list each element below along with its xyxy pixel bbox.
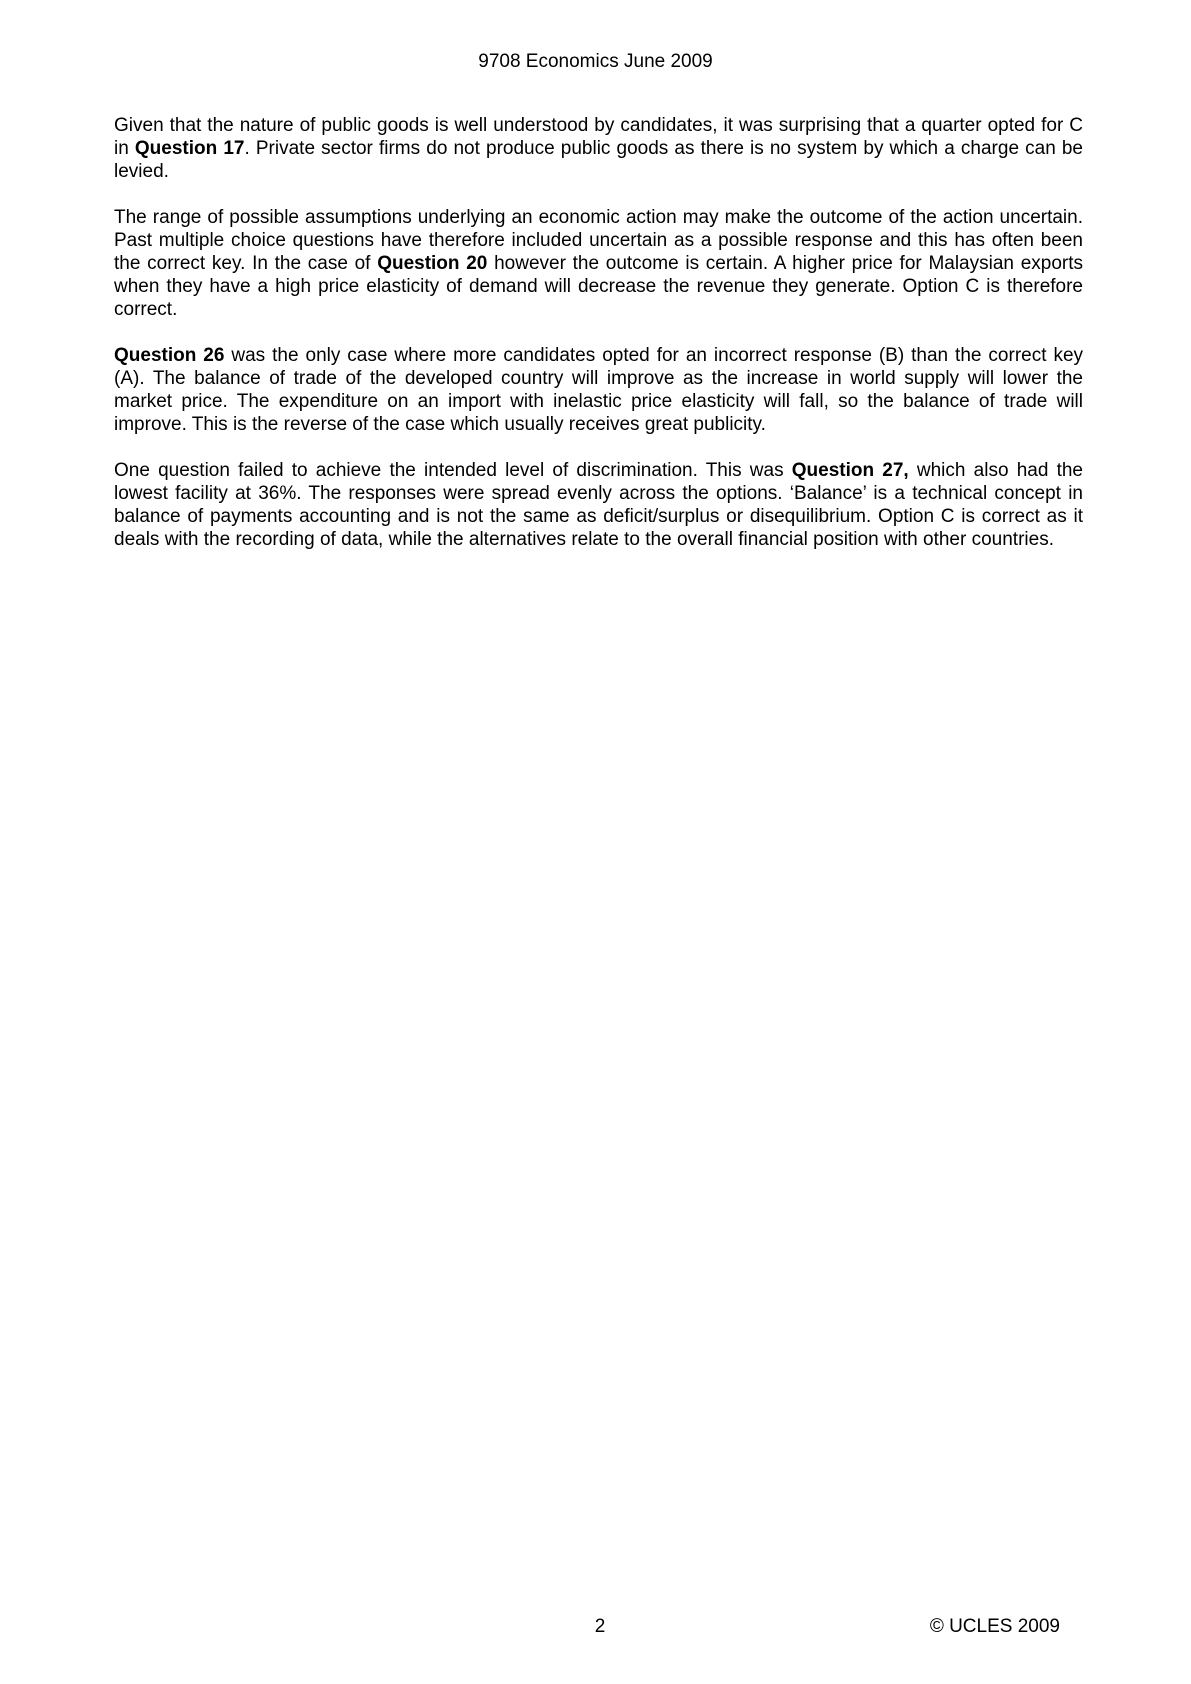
paragraph-question-26 xyxy=(114,344,1083,436)
paragraph-question-27 xyxy=(114,459,1083,551)
paragraph-text: One question failed to achieve the intended level of discrimination. This was xyxy=(114,460,792,481)
paragraph-question-20 xyxy=(114,206,1083,321)
paragraph-question-17 xyxy=(114,114,1083,183)
copyright-notice: © UCLES 2009 xyxy=(929,1616,1060,1637)
question-reference: Question 26 xyxy=(114,345,225,366)
question-reference: Question 17 xyxy=(134,138,245,159)
paragraph-text: was the only case where more candidates opted for an incorrect response (B) than the correct key (A). The balance of trade of the developed country will improve as the increase in world supply will lower the market price. The expenditure on an import with inelastic price elasticity will fall, so the balance of trade will improve. This is the reverse of the case which usually receives great publicity. xyxy=(114,345,1084,435)
body-text xyxy=(114,114,1083,574)
paragraph-text: Given that the nature of public goods is well understood by candidates, it was surprising that a quarter opted for C in xyxy=(114,115,1083,159)
page-number: 2 xyxy=(594,1616,606,1637)
paragraph-text: which also had the lowest facility at 36%. The responses were spread evenly across the options. ‘Balance’ is a technical concept in balance of payments accounting and is not the same as deficit/surplus or disequilibrium. Option C is correct as it deals with the recording of data, while the alternatives relate to the overall financial position with other countries. xyxy=(114,460,1083,550)
paragraph-text: The range of possible assumptions underlying an economic action may make the outcome of the action uncertain. Past multiple choice questions have therefore included uncertain as a possible response and this has often been the correct key. In the case of xyxy=(114,207,1083,274)
paragraph-text: however the outcome is certain. A higher price for Malaysian exports when they have a high price elasticity of demand will decrease the revenue they generate. Option C is therefore correct. xyxy=(114,253,1084,320)
page-header: 9708 Economics June 2009 xyxy=(478,51,713,72)
question-reference: Question 27, xyxy=(791,460,909,481)
paragraph-text: . Private sector firms do not produce public goods as there is no system by which a charge can be levied. xyxy=(114,138,1084,182)
question-reference: Question 20 xyxy=(377,253,488,274)
